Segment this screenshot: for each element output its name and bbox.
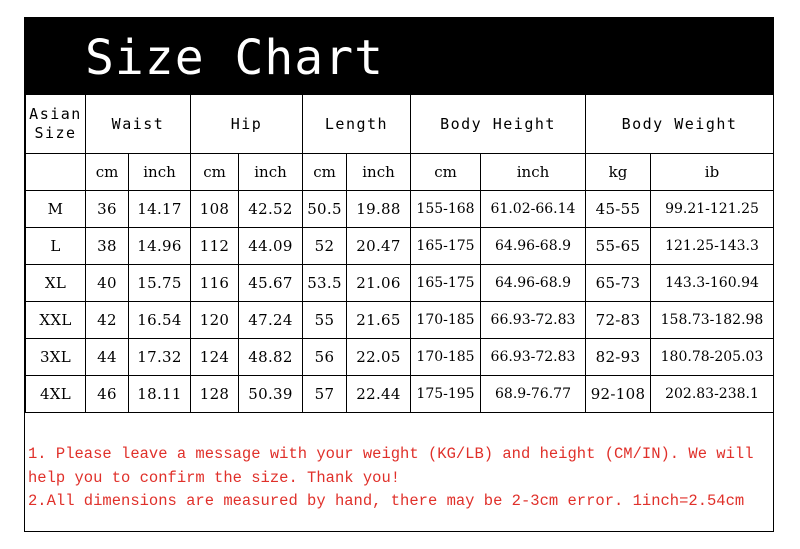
table-cell: 48.82 (239, 339, 303, 376)
header-row (26, 95, 774, 154)
table-cell: 72-83 (586, 302, 651, 339)
table-cell: 56 (303, 339, 347, 376)
table-cell: 57 (303, 376, 347, 413)
unit-cell: inch (481, 154, 586, 191)
size-label: 3XL (26, 339, 86, 376)
table-cell: 52 (303, 228, 347, 265)
unit-cell: kg (586, 154, 651, 191)
table-row (26, 265, 774, 302)
note-1: 1. Please leave a message with your weight (KG/LB) and height (CM/IN). We will help you to confirm the size. Thank you! (28, 445, 754, 487)
table-row (26, 191, 774, 228)
table-cell: 14.96 (129, 228, 191, 265)
table-cell: 61.02-66.14 (481, 191, 586, 228)
table-cell: 65-73 (586, 265, 651, 302)
table-cell: 128 (191, 376, 239, 413)
notes (28, 443, 768, 514)
table-cell: 120 (191, 302, 239, 339)
unit-cell: inch (239, 154, 303, 191)
table-cell: 99.21-121.25 (651, 191, 774, 228)
size-label: 4XL (26, 376, 86, 413)
title-banner (25, 18, 773, 94)
table-cell: 45-55 (586, 191, 651, 228)
table-cell: 170-185 (411, 302, 481, 339)
table-cell: 124 (191, 339, 239, 376)
table-cell: 155-168 (411, 191, 481, 228)
table-cell: 44 (86, 339, 129, 376)
table-cell: 50.5 (303, 191, 347, 228)
table-cell: 202.83-238.1 (651, 376, 774, 413)
unit-cell: inch (347, 154, 411, 191)
table-cell: 20.47 (347, 228, 411, 265)
table-row (26, 376, 774, 413)
unit-cell: ib (651, 154, 774, 191)
table-cell: 40 (86, 265, 129, 302)
header-waist: Waist (86, 95, 191, 154)
table-cell: 165-175 (411, 265, 481, 302)
table-cell: 165-175 (411, 228, 481, 265)
table-cell: 16.54 (129, 302, 191, 339)
table-cell: 116 (191, 265, 239, 302)
table-cell: 66.93-72.83 (481, 302, 586, 339)
table-cell: 68.9-76.77 (481, 376, 586, 413)
unit-cell: cm (303, 154, 347, 191)
table-cell: 21.65 (347, 302, 411, 339)
table-cell: 18.11 (129, 376, 191, 413)
table-cell: 17.32 (129, 339, 191, 376)
note-2: 2.All dimensions are measured by hand, there may be 2-3cm error. 1inch=2.54cm (28, 492, 745, 510)
table-cell: 143.3-160.94 (651, 265, 774, 302)
table-cell: 19.88 (347, 191, 411, 228)
unit-cell: cm (411, 154, 481, 191)
size-label: M (26, 191, 86, 228)
header-body-height: Body Height (411, 95, 586, 154)
table-cell: 22.05 (347, 339, 411, 376)
header-length: Length (303, 95, 411, 154)
table-row (26, 339, 774, 376)
unit-cell: cm (86, 154, 129, 191)
unit-row (26, 154, 774, 191)
table-cell: 108 (191, 191, 239, 228)
table-cell: 64.96-68.9 (481, 228, 586, 265)
table-cell: 53.5 (303, 265, 347, 302)
table-cell: 170-185 (411, 339, 481, 376)
table-cell: 21.06 (347, 265, 411, 302)
table-row (26, 302, 774, 339)
table-cell: 22.44 (347, 376, 411, 413)
table-cell: 50.39 (239, 376, 303, 413)
table-cell: 38 (86, 228, 129, 265)
table-cell: 55 (303, 302, 347, 339)
size-chart-frame (24, 17, 774, 532)
table-cell: 112 (191, 228, 239, 265)
table-cell: 175-195 (411, 376, 481, 413)
page-title: Size Chart (85, 30, 384, 86)
table-cell: 44.09 (239, 228, 303, 265)
header-body-weight: Body Weight (586, 95, 774, 154)
table-cell: 42.52 (239, 191, 303, 228)
unit-cell: inch (129, 154, 191, 191)
size-label: XXL (26, 302, 86, 339)
table-cell: 55-65 (586, 228, 651, 265)
table-cell: 64.96-68.9 (481, 265, 586, 302)
table-cell: 14.17 (129, 191, 191, 228)
size-label: L (26, 228, 86, 265)
table-cell: 66.93-72.83 (481, 339, 586, 376)
table-row (26, 228, 774, 265)
size-table (25, 94, 774, 413)
header-asian-size: Asian Size (26, 95, 86, 154)
header-hip: Hip (191, 95, 303, 154)
table-cell: 45.67 (239, 265, 303, 302)
unit-cell-empty (26, 154, 86, 191)
table-cell: 15.75 (129, 265, 191, 302)
unit-cell: cm (191, 154, 239, 191)
table-cell: 92-108 (586, 376, 651, 413)
table-cell: 158.73-182.98 (651, 302, 774, 339)
table-cell: 36 (86, 191, 129, 228)
table-cell: 42 (86, 302, 129, 339)
table-cell: 180.78-205.03 (651, 339, 774, 376)
table-cell: 121.25-143.3 (651, 228, 774, 265)
size-label: XL (26, 265, 86, 302)
table-cell: 82-93 (586, 339, 651, 376)
table-cell: 46 (86, 376, 129, 413)
table-cell: 47.24 (239, 302, 303, 339)
